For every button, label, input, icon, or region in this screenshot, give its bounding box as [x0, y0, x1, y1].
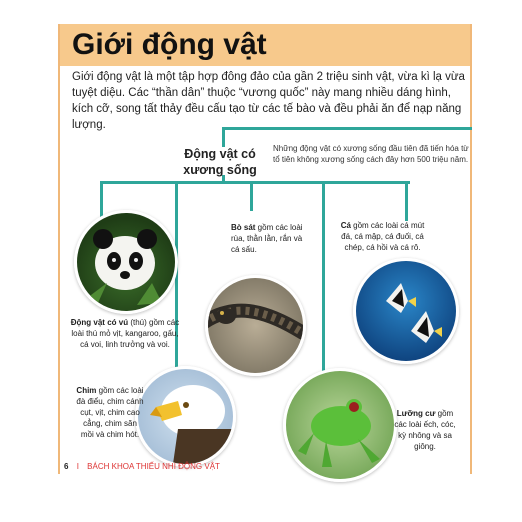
caption-fish-name: Cá [340, 221, 351, 230]
intro-paragraph: Giới động vật là một tập hợp đông đảo của gần 2 triệu sinh vật, vừa kì lạ vừa tuyệt diệu. Các “thần dân” thuộc “vương quốc” này mang nhiều dáng hình, kích cỡ, song tất thảy đều cấu tạo từ các tế bào và đều phải ăn để nạp năng lượng. [72, 71, 465, 131]
caption-mammals [70, 317, 180, 350]
tree-line-top [222, 127, 472, 130]
caption-fish [340, 220, 425, 253]
caption-birds [76, 385, 144, 440]
tree-line-top-drop [222, 127, 225, 147]
page-number: 6 [64, 462, 69, 471]
page-footer [64, 462, 220, 471]
footer-series: BÁCH KHOA THIẾU NHI [87, 462, 176, 471]
page-title: Giới động vật [72, 28, 267, 61]
tree-line-reptiles [250, 181, 253, 211]
caption-mammals-name: Động vật có vú [70, 318, 129, 327]
eagle-photo [135, 366, 236, 467]
snake-photo [205, 275, 306, 376]
footer-subject: ĐỘNG VẬT [178, 462, 220, 471]
vertebrates-heading: Động vật có xương sống [183, 147, 257, 177]
tree-line-amphibians [322, 181, 325, 381]
caption-fish-text: gồm các loài cá mút đá, cá mập, cá đuối, cá chép, cá hồi và cá rô. [341, 221, 425, 252]
caption-reptiles [231, 222, 311, 255]
caption-mammals-text: (thú) gồm các loài thú mỏ vịt, kangaroo, gấu, cá voi, linh trưởng và voi. [71, 318, 180, 349]
caption-amphibians [393, 408, 457, 452]
caption-birds-name: Chim [76, 386, 97, 395]
caption-amphibians-text: gồm các loài ếch, cóc, kỳ nhông và sa giông. [394, 409, 456, 451]
caption-reptiles-text: gồm các loài rùa, thằn lằn, rắn và cá sấu. [231, 223, 303, 254]
caption-amphibians-name: Lưỡng cư [396, 409, 436, 418]
tree-line-fish [405, 181, 408, 221]
tree-line-branch [100, 181, 410, 184]
caption-birds-text: gồm các loài đà điểu, chim cánh cụt, vịt, chim cao cẳng, chim săn mồi và chim hót. [76, 386, 144, 439]
frog-photo [283, 368, 397, 482]
left-frame-line [58, 24, 60, 474]
fish-photo [353, 258, 459, 364]
panda-photo [74, 210, 178, 314]
vertebrates-description: Những động vật có xương sống đầu tiên đã tiến hóa từ tổ tiên không xương sống cách đây hơn 500 triệu năm. [273, 144, 469, 164]
footer-separator: I [76, 462, 79, 471]
caption-reptiles-name: Bò sát [231, 223, 256, 232]
